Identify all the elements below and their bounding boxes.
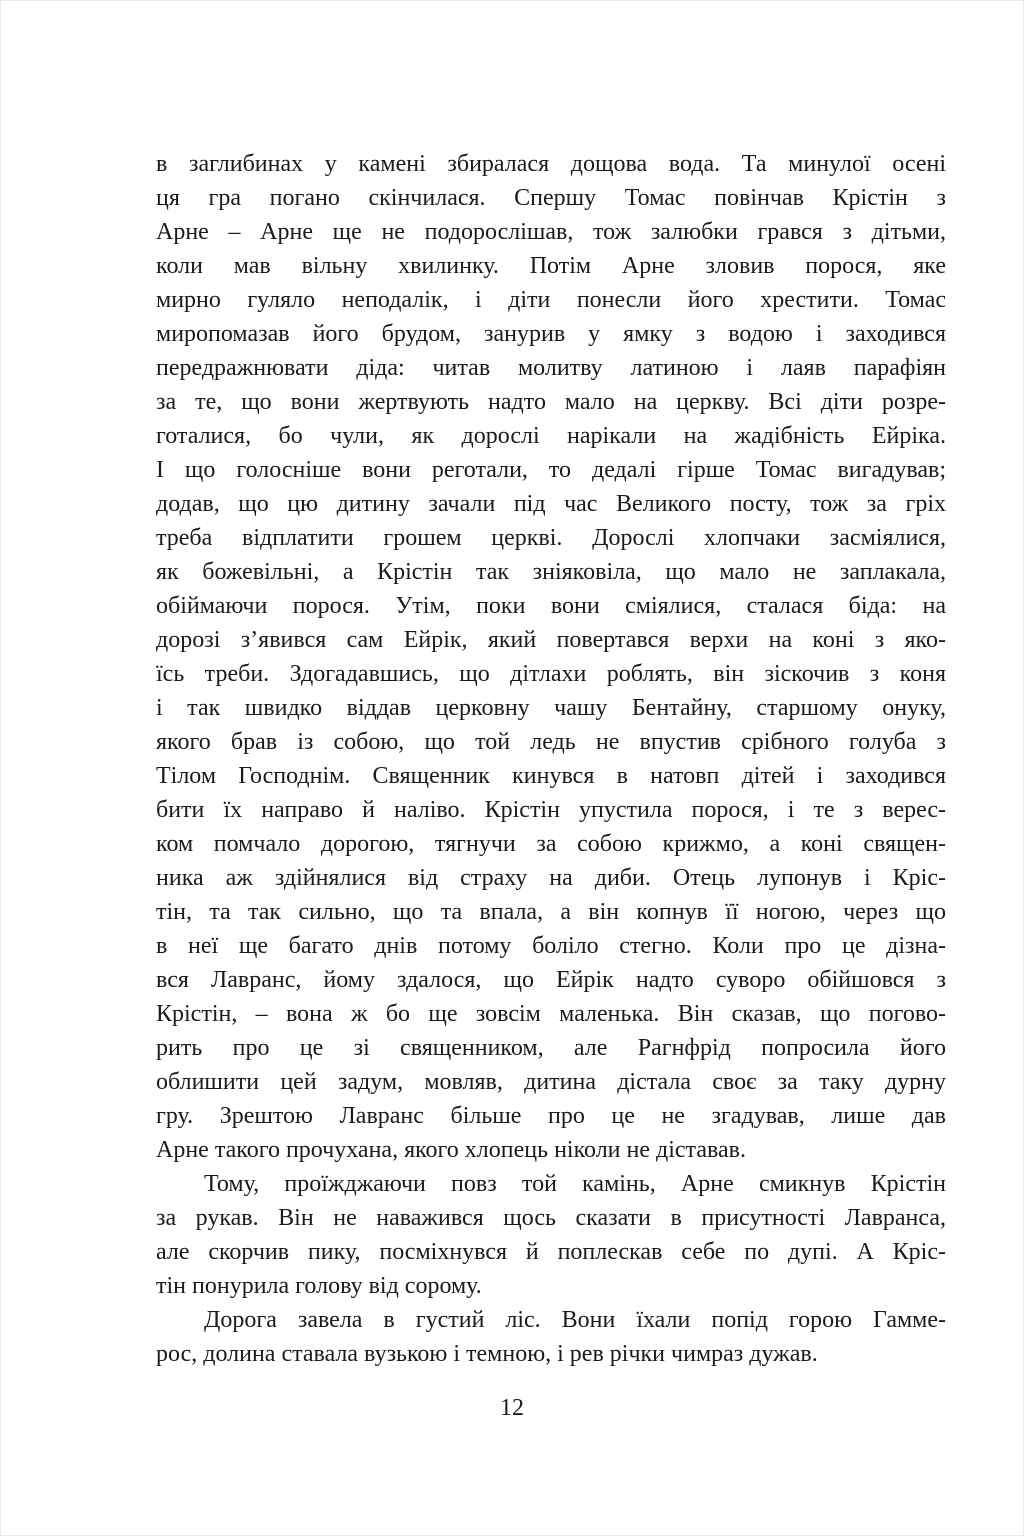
text-line: І що голосніше вони реготали, то дедалі гірше Томас вигадував; [156, 457, 946, 483]
text-line: за те, що вони жертвують надто мало на церкву. Всі діти розре- [156, 389, 946, 415]
text-line: їсь треби. Здогадавшись, що дітлахи роблять, він зіскочив з коня [156, 661, 946, 687]
text-line: мирно гуляло неподалік, і діти понесли його хрестити. Томас [156, 287, 946, 313]
page-number: 12 [500, 1395, 524, 1421]
text-line: додав, що цю дитину зачали під час Великого посту, тож за гріх [156, 491, 946, 517]
text-line: ника аж здійнялися від страху на диби. Отець лупонув і Кріс- [156, 865, 946, 891]
text-line: тін понурила голову від сорому. [156, 1273, 482, 1299]
text-line: в неї ще багато днів потому боліло стегно. Коли про це дізна- [156, 933, 946, 959]
text-line: передражнювати діда: читав молитву латиною і лаяв парафіян [156, 355, 946, 381]
text-line: за рукав. Він не наважився щось сказати в присутності Лавранса, [156, 1205, 946, 1231]
text-line: готалися, бо чули, як дорослі нарікали на жадібність Ейріка. [156, 423, 946, 449]
text-line: Тому, проїжджаючи повз той камінь, Арне смикнув Крістін [204, 1171, 946, 1197]
text-line: обіймаючи порося. Утім, поки вони сміялися, сталася біда: на [156, 593, 946, 619]
text-line: тін, та так сильно, що та впала, а він копнув її ногою, через що [156, 899, 946, 925]
text-line: дорозі з’явився сам Ейрік, який повертався верхи на коні з яко- [156, 627, 946, 653]
text-line: вся Лавранс, йому здалося, що Ейрік надто суворо обійшовся з [156, 967, 946, 993]
text-line: Тілом Господнім. Священник кинувся в натовп дітей і заходився [156, 763, 946, 789]
text-line: ця гра погано скінчилася. Спершу Томас повінчав Крістін з [156, 185, 946, 211]
text-line: і так швидко віддав церковну чашу Бентайну, старшому онуку, [156, 695, 946, 721]
text-line: Дорога завела в густий ліс. Вони їхали попід горою Гамме- [204, 1307, 946, 1333]
text-line: якого брав із собою, що той ледь не впустив срібного голуба з [156, 729, 946, 755]
body-text [156, 147, 946, 1371]
text-line: бити їх направо й наліво. Крістін упустила порося, і те з верес- [156, 797, 946, 823]
text-line: миропомазав його брудом, занурив у ямку з водою і заходився [156, 321, 946, 347]
text-line: облишити цей задум, мовляв, дитина дістала своє за таку дурну [156, 1069, 946, 1095]
text-line: рить про це зі священником, але Рагнфрід попросила його [156, 1035, 946, 1061]
text-line: коли мав вільну хвилинку. Потім Арне зловив порося, яке [156, 253, 946, 279]
text-line: ком помчало дорогою, тягнучи за собою крижмо, а коні священ- [156, 831, 946, 857]
text-line: рос, долина ставала вузькою і темною, і рев річки чимраз дужав. [156, 1341, 818, 1367]
text-line: Арне – Арне ще не подорослішав, тож залюбки грався з дітьми, [156, 219, 946, 245]
text-line: гру. Зрештою Лавранс більше про це не згадував, лише дав [156, 1103, 946, 1129]
text-line: в заглибинах у камені збиралася дощова вода. Та минулої осені [156, 151, 946, 177]
text-line: Крістін, – вона ж бо ще зовсім маленька. Він сказав, що погово- [156, 1001, 946, 1027]
text-line: треба відплатити грошем церкві. Дорослі хлопчаки засміялися, [156, 525, 946, 551]
text-line: як божевільні, а Крістін так зніяковіла, що мало не заплакала, [156, 559, 946, 585]
text-line: Арне такого прочухана, якого хлопець ніколи не діставав. [156, 1137, 746, 1163]
text-line: але скорчив пику, посміхнувся й поплескав себе по дупі. А Кріс- [156, 1239, 946, 1265]
